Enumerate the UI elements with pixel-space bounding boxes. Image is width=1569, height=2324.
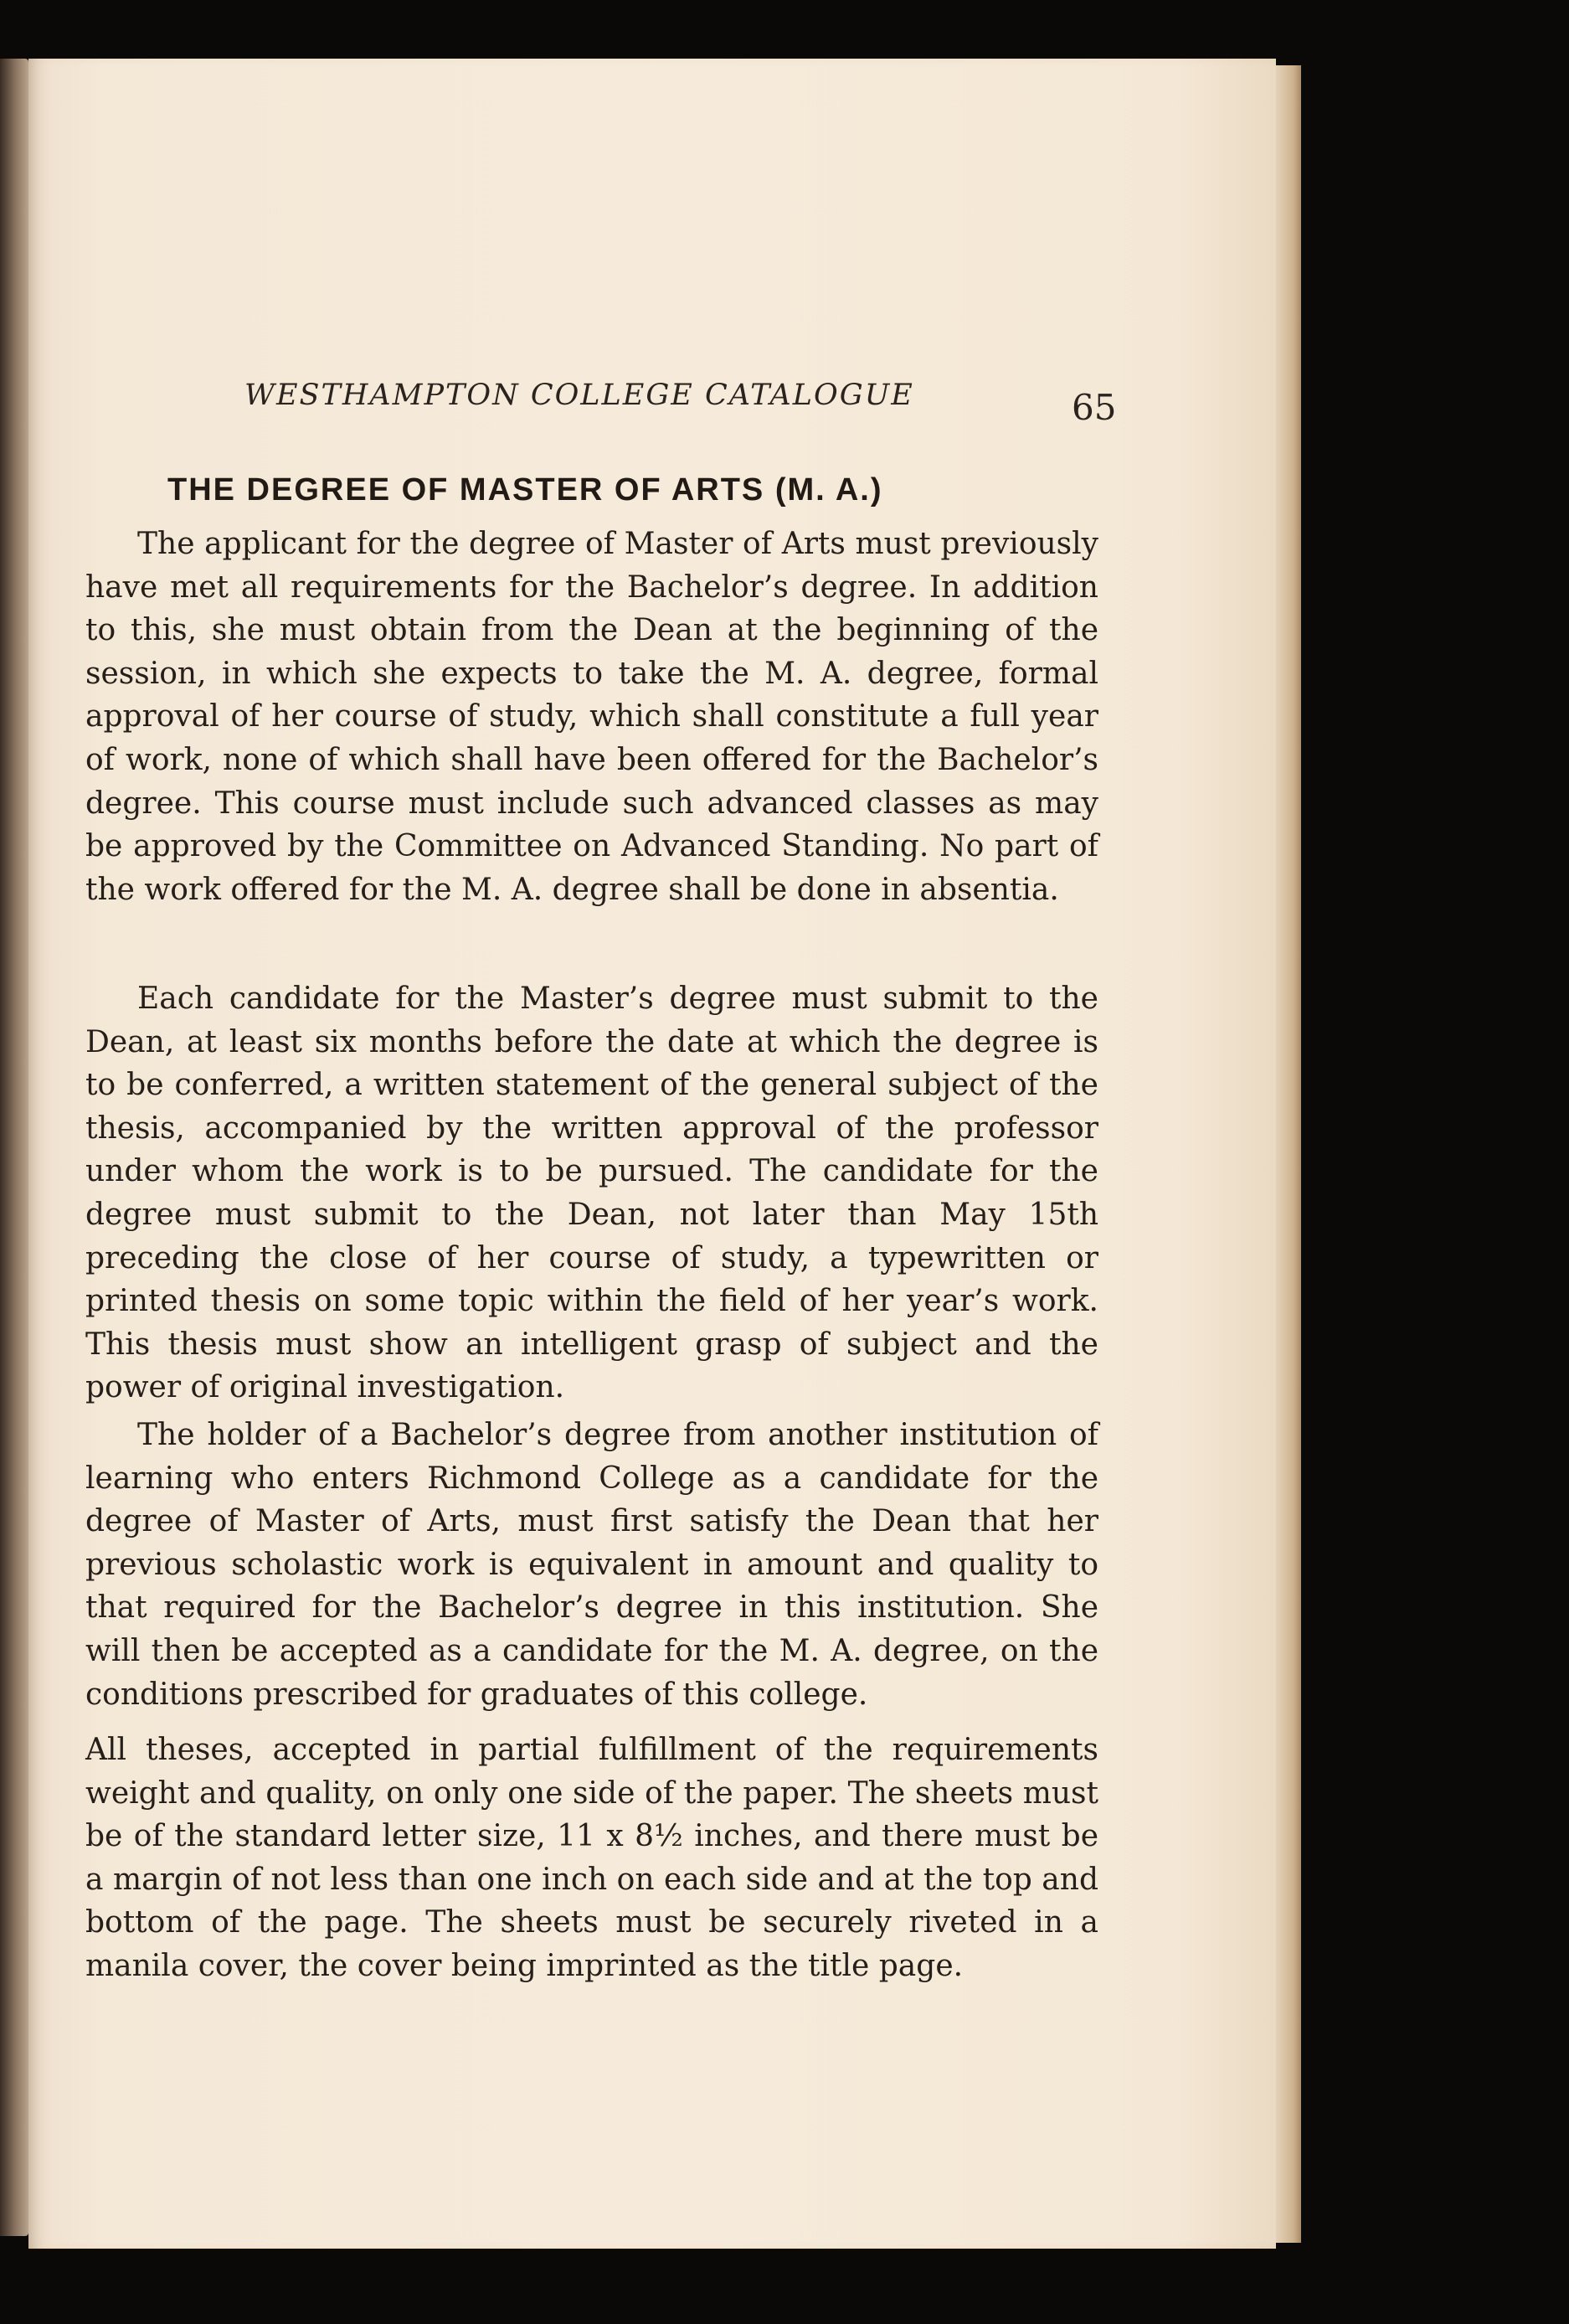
facing-page-edge xyxy=(0,59,28,2236)
catalogue-page xyxy=(28,59,1276,2249)
section-heading: THE DEGREE OF MASTER OF ARTS (M. A.) xyxy=(167,472,883,508)
paragraph-thesis-format: All theses, accepted in partial fulfillment of the requirements weight and quality, on only one side of the paper. The sheets must be of the standard letter size, 11 x 8½ inches, and there must be a margin of not less than one inch on each side and at the top and bottom of the page. The sheets must be securely riveted in a manila cover, the cover being imprinted as the title page. xyxy=(85,1733,1098,1983)
paragraph-other-institution: The holder of a Bachelor’s degree from another institution of learning who enters Richmond College as a candidate for the degree of Master of Arts, must first satisfy the Dean that her previous scholastic work is equivalent in amount and quality to that required for the Bachelor’s degree in this institution. She will then be accepted as a candidate for the M. A. degree, on the conditions prescribed for graduates of this college. xyxy=(85,1418,1098,1712)
paragraph-ma-requirements: The applicant for the degree of Master of Arts must previously have met all requirements for the Bachelor’s degree. In addition to this, she must obtain from the Dean at the beginning of the session, in which she expects to take the M. A. degree, formal approval of her course of study, which shall constitute a full year of work, none of which shall have been offered for the Bachelor’s degree. This course must include such advanced classes as may be approved by the Committee on Advanced Standing. No part of the work offered for the M. A. degree shall be done in absentia. xyxy=(85,527,1098,907)
paragraph-thesis-submission: Each candidate for the Master’s degree must submit to the Dean, at least six months before the date at which the degree is to be conferred, a written statement of the general subject of the thesis, accompanied by the written approval of the professor under whom the work is to be pursued. The candidate for the degree must submit to the Dean, not later than May 15th preceding the close of her course of study, a typewritten or printed thesis on some topic within the field of her year’s work. This thesis must show an intelligent grasp of subject and the power of original investigation. xyxy=(85,982,1098,1405)
page-number: 65 xyxy=(1072,387,1117,428)
running-head: WESTHAMPTON COLLEGE CATALOGUE xyxy=(244,379,914,412)
page-stack-edge xyxy=(1276,65,1301,2243)
